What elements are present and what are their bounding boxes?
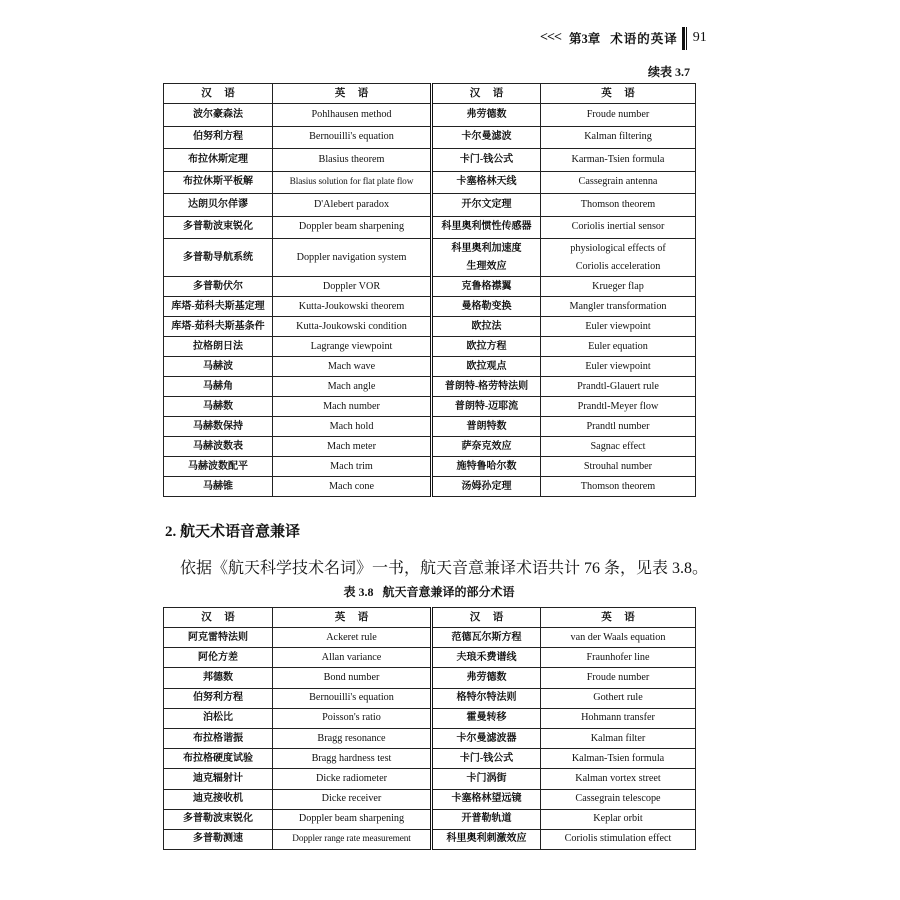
term-english: Pohlhausen method: [273, 104, 432, 127]
column-header-chinese: 汉 语: [432, 608, 541, 628]
term-chinese: 普朗特-格劳特法则: [432, 377, 541, 397]
term-english: Doppler beam sharpening: [273, 809, 432, 829]
term-chinese: 弗劳德数: [432, 104, 541, 127]
term-english: Mach wave: [273, 357, 432, 377]
term-chinese: 卡塞格林天线: [432, 171, 541, 194]
term-english: Mach number: [273, 397, 432, 417]
term-english: Kalman filtering: [541, 126, 696, 149]
section-heading: 2. 航天术语音意兼译: [165, 524, 301, 540]
table-row: [164, 749, 696, 769]
term-chinese: 马赫锥: [164, 477, 273, 497]
term-english: Cassegrain telescope: [541, 789, 696, 809]
table2-caption: 表 3.8 航天音意兼译的部分术语: [343, 585, 515, 599]
chapter-number: 第3章: [568, 32, 601, 46]
table-row: [164, 104, 696, 127]
term-english: physiological effects of Coriolis acceleration: [541, 239, 696, 277]
term-english: Euler viewpoint: [541, 317, 696, 337]
term-chinese: 萨奈克效应: [432, 437, 541, 457]
term-chinese: 库塔-茹科夫斯基条件: [164, 317, 273, 337]
term-english: Doppler navigation system: [273, 239, 432, 277]
term-chinese: 汤姆孙定理: [432, 477, 541, 497]
term-english: Kalman filter: [541, 728, 696, 748]
table-row: [164, 277, 696, 297]
term-chinese: 卡门涡街: [432, 769, 541, 789]
table-row: [164, 437, 696, 457]
term-chinese: 阿克雷特法则: [164, 628, 273, 648]
term-english: Mach meter: [273, 437, 432, 457]
term-english: Prandtl-Glauert rule: [541, 377, 696, 397]
term-chinese: 欧拉法: [432, 317, 541, 337]
header-divider: [682, 27, 687, 50]
term-chinese: 普朗特数: [432, 417, 541, 437]
table-header-row: [164, 608, 696, 628]
table-row: [164, 194, 696, 217]
term-chinese: 多普勒伏尔: [164, 277, 273, 297]
term-chinese: 格特尔特法则: [432, 688, 541, 708]
term-chinese: 多普勒波束锐化: [164, 809, 273, 829]
column-header-chinese: 汉 语: [164, 84, 273, 104]
term-english: Prandtl number: [541, 417, 696, 437]
term-chinese: 施特鲁哈尔数: [432, 457, 541, 477]
table-row: [164, 317, 696, 337]
term-chinese: 夫琅禾费谱线: [432, 648, 541, 668]
term-table-continued: [163, 83, 696, 497]
term-english: Poisson's ratio: [273, 708, 432, 728]
term-chinese: 伯努利方程: [164, 126, 273, 149]
term-english: Froude number: [541, 668, 696, 688]
term-english: D'Alebert paradox: [273, 194, 432, 217]
table-row: [164, 829, 696, 849]
term-chinese: 卡塞格林望远镜: [432, 789, 541, 809]
table-row: [164, 789, 696, 809]
term-english: Dicke radiometer: [273, 769, 432, 789]
term-english: Strouhal number: [541, 457, 696, 477]
table1-caption: 续表 3.7: [647, 65, 690, 79]
term-english: Bragg hardness test: [273, 749, 432, 769]
term-chinese: 邦德数: [164, 668, 273, 688]
term-english: Bragg resonance: [273, 728, 432, 748]
chapter-title: 术语的英译: [610, 32, 678, 46]
term-english: Thomson theorem: [541, 194, 696, 217]
table-row: [164, 397, 696, 417]
term-chinese: 多普勒波束锐化: [164, 216, 273, 239]
term-chinese: 多普勒导航系统: [164, 239, 273, 277]
table-row: [164, 809, 696, 829]
term-chinese: 欧拉方程: [432, 337, 541, 357]
term-chinese: 马赫角: [164, 377, 273, 397]
term-chinese: 卡尔曼滤波: [432, 126, 541, 149]
table-row: [164, 477, 696, 497]
term-english: Bernouilli's equation: [273, 688, 432, 708]
term-chinese: 卡门-钱公式: [432, 749, 541, 769]
term-english: Bernouilli's equation: [273, 126, 432, 149]
term-english: Gothert rule: [541, 688, 696, 708]
term-chinese: 科里奥利惯性传感器: [432, 216, 541, 239]
term-chinese: 马赫波: [164, 357, 273, 377]
term-english: Mangler transformation: [541, 297, 696, 317]
term-table: [163, 607, 696, 850]
term-chinese: 曼格勒变换: [432, 297, 541, 317]
term-chinese: 霍曼转移: [432, 708, 541, 728]
term-chinese: 布拉格谐振: [164, 728, 273, 748]
term-english: Blasius solution for flat plate flow: [273, 171, 432, 194]
term-english: Prandtl-Meyer flow: [541, 397, 696, 417]
table-row: [164, 728, 696, 748]
table-row: [164, 688, 696, 708]
chevron-icon: <<<: [540, 30, 561, 45]
term-chinese: 泊松比: [164, 708, 273, 728]
table-row: [164, 648, 696, 668]
term-chinese: 科里奥利刺激效应: [432, 829, 541, 849]
term-english: Dicke receiver: [273, 789, 432, 809]
term-chinese: 克鲁格襟翼: [432, 277, 541, 297]
term-chinese: 伯努利方程: [164, 688, 273, 708]
table-row: [164, 149, 696, 172]
table-row: [164, 769, 696, 789]
term-chinese: 科里奥利加速度 生理效应: [432, 239, 541, 277]
term-chinese: 开尔文定理: [432, 194, 541, 217]
term-english: Mach trim: [273, 457, 432, 477]
table-row: [164, 357, 696, 377]
section-paragraph: 依据《航天科学技术名词》一书，航天音意兼译术语共计 76 条，见表 3.8。: [180, 560, 709, 577]
table-row: [164, 297, 696, 317]
term-chinese: 普朗特-迈耶流: [432, 397, 541, 417]
term-english: Thomson theorem: [541, 477, 696, 497]
term-chinese: 马赫波数表: [164, 437, 273, 457]
table-row: [164, 337, 696, 357]
term-english: Mach hold: [273, 417, 432, 437]
term-english: Lagrange viewpoint: [273, 337, 432, 357]
term-english: Doppler beam sharpening: [273, 216, 432, 239]
term-chinese: 范德瓦尔斯方程: [432, 628, 541, 648]
term-english: Krueger flap: [541, 277, 696, 297]
term-english: Coriolis stimulation effect: [541, 829, 696, 849]
term-chinese: 布拉格硬度试验: [164, 749, 273, 769]
table-row: [164, 457, 696, 477]
term-english: Keplar orbit: [541, 809, 696, 829]
term-english: Allan variance: [273, 648, 432, 668]
term-english: Cassegrain antenna: [541, 171, 696, 194]
term-english: Coriolis inertial sensor: [541, 216, 696, 239]
term-chinese: 拉格朗日法: [164, 337, 273, 357]
table-row: [164, 417, 696, 437]
term-english: Mach angle: [273, 377, 432, 397]
term-chinese: 迪克辐射计: [164, 769, 273, 789]
term-english: Kalman-Tsien formula: [541, 749, 696, 769]
term-chinese: 开普勒轨道: [432, 809, 541, 829]
term-english: Froude number: [541, 104, 696, 127]
term-english: Fraunhofer line: [541, 648, 696, 668]
term-chinese: 马赫数: [164, 397, 273, 417]
column-header-chinese: 汉 语: [164, 608, 273, 628]
term-english: Kutta-Joukowski condition: [273, 317, 432, 337]
table-row: [164, 216, 696, 239]
term-english: Karman-Tsien formula: [541, 149, 696, 172]
column-header-english: 英 语: [273, 84, 432, 104]
term-english: van der Waals equation: [541, 628, 696, 648]
term-chinese: 阿伦方差: [164, 648, 273, 668]
running-head: [540, 26, 707, 50]
column-header-chinese: 汉 语: [432, 84, 541, 104]
term-english: Euler equation: [541, 337, 696, 357]
term-english: Euler viewpoint: [541, 357, 696, 377]
table-row: [164, 239, 696, 277]
table-row: [164, 171, 696, 194]
term-english: Bond number: [273, 668, 432, 688]
term-chinese: 波尔豪森法: [164, 104, 273, 127]
term-english: Blasius theorem: [273, 149, 432, 172]
table-row: [164, 377, 696, 397]
term-chinese: 卡门-钱公式: [432, 149, 541, 172]
table-row: [164, 668, 696, 688]
term-chinese: 库塔-茹科夫斯基定理: [164, 297, 273, 317]
term-english: Mach cone: [273, 477, 432, 497]
term-chinese: 布拉休斯平板解: [164, 171, 273, 194]
term-english: Sagnac effect: [541, 437, 696, 457]
term-chinese: 迪克接收机: [164, 789, 273, 809]
column-header-english: 英 语: [541, 608, 696, 628]
table-row: [164, 708, 696, 728]
term-english: Hohmann transfer: [541, 708, 696, 728]
term-chinese: 欧拉观点: [432, 357, 541, 377]
page-number: 91: [692, 30, 707, 45]
table-row: [164, 126, 696, 149]
term-english: Kalman vortex street: [541, 769, 696, 789]
term-chinese: 马赫数保持: [164, 417, 273, 437]
term-english: Kutta-Joukowski theorem: [273, 297, 432, 317]
term-chinese: 多普勒测速: [164, 829, 273, 849]
column-header-english: 英 语: [273, 608, 432, 628]
term-english: Doppler VOR: [273, 277, 432, 297]
term-chinese: 达朗贝尔佯谬: [164, 194, 273, 217]
column-header-english: 英 语: [541, 84, 696, 104]
term-english: Ackeret rule: [273, 628, 432, 648]
table-header-row: [164, 84, 696, 104]
term-chinese: 弗劳德数: [432, 668, 541, 688]
term-english: Doppler range rate measurement: [273, 829, 432, 849]
term-chinese: 卡尔曼滤波器: [432, 728, 541, 748]
table-row: [164, 628, 696, 648]
term-chinese: 布拉休斯定理: [164, 149, 273, 172]
term-chinese: 马赫波数配平: [164, 457, 273, 477]
